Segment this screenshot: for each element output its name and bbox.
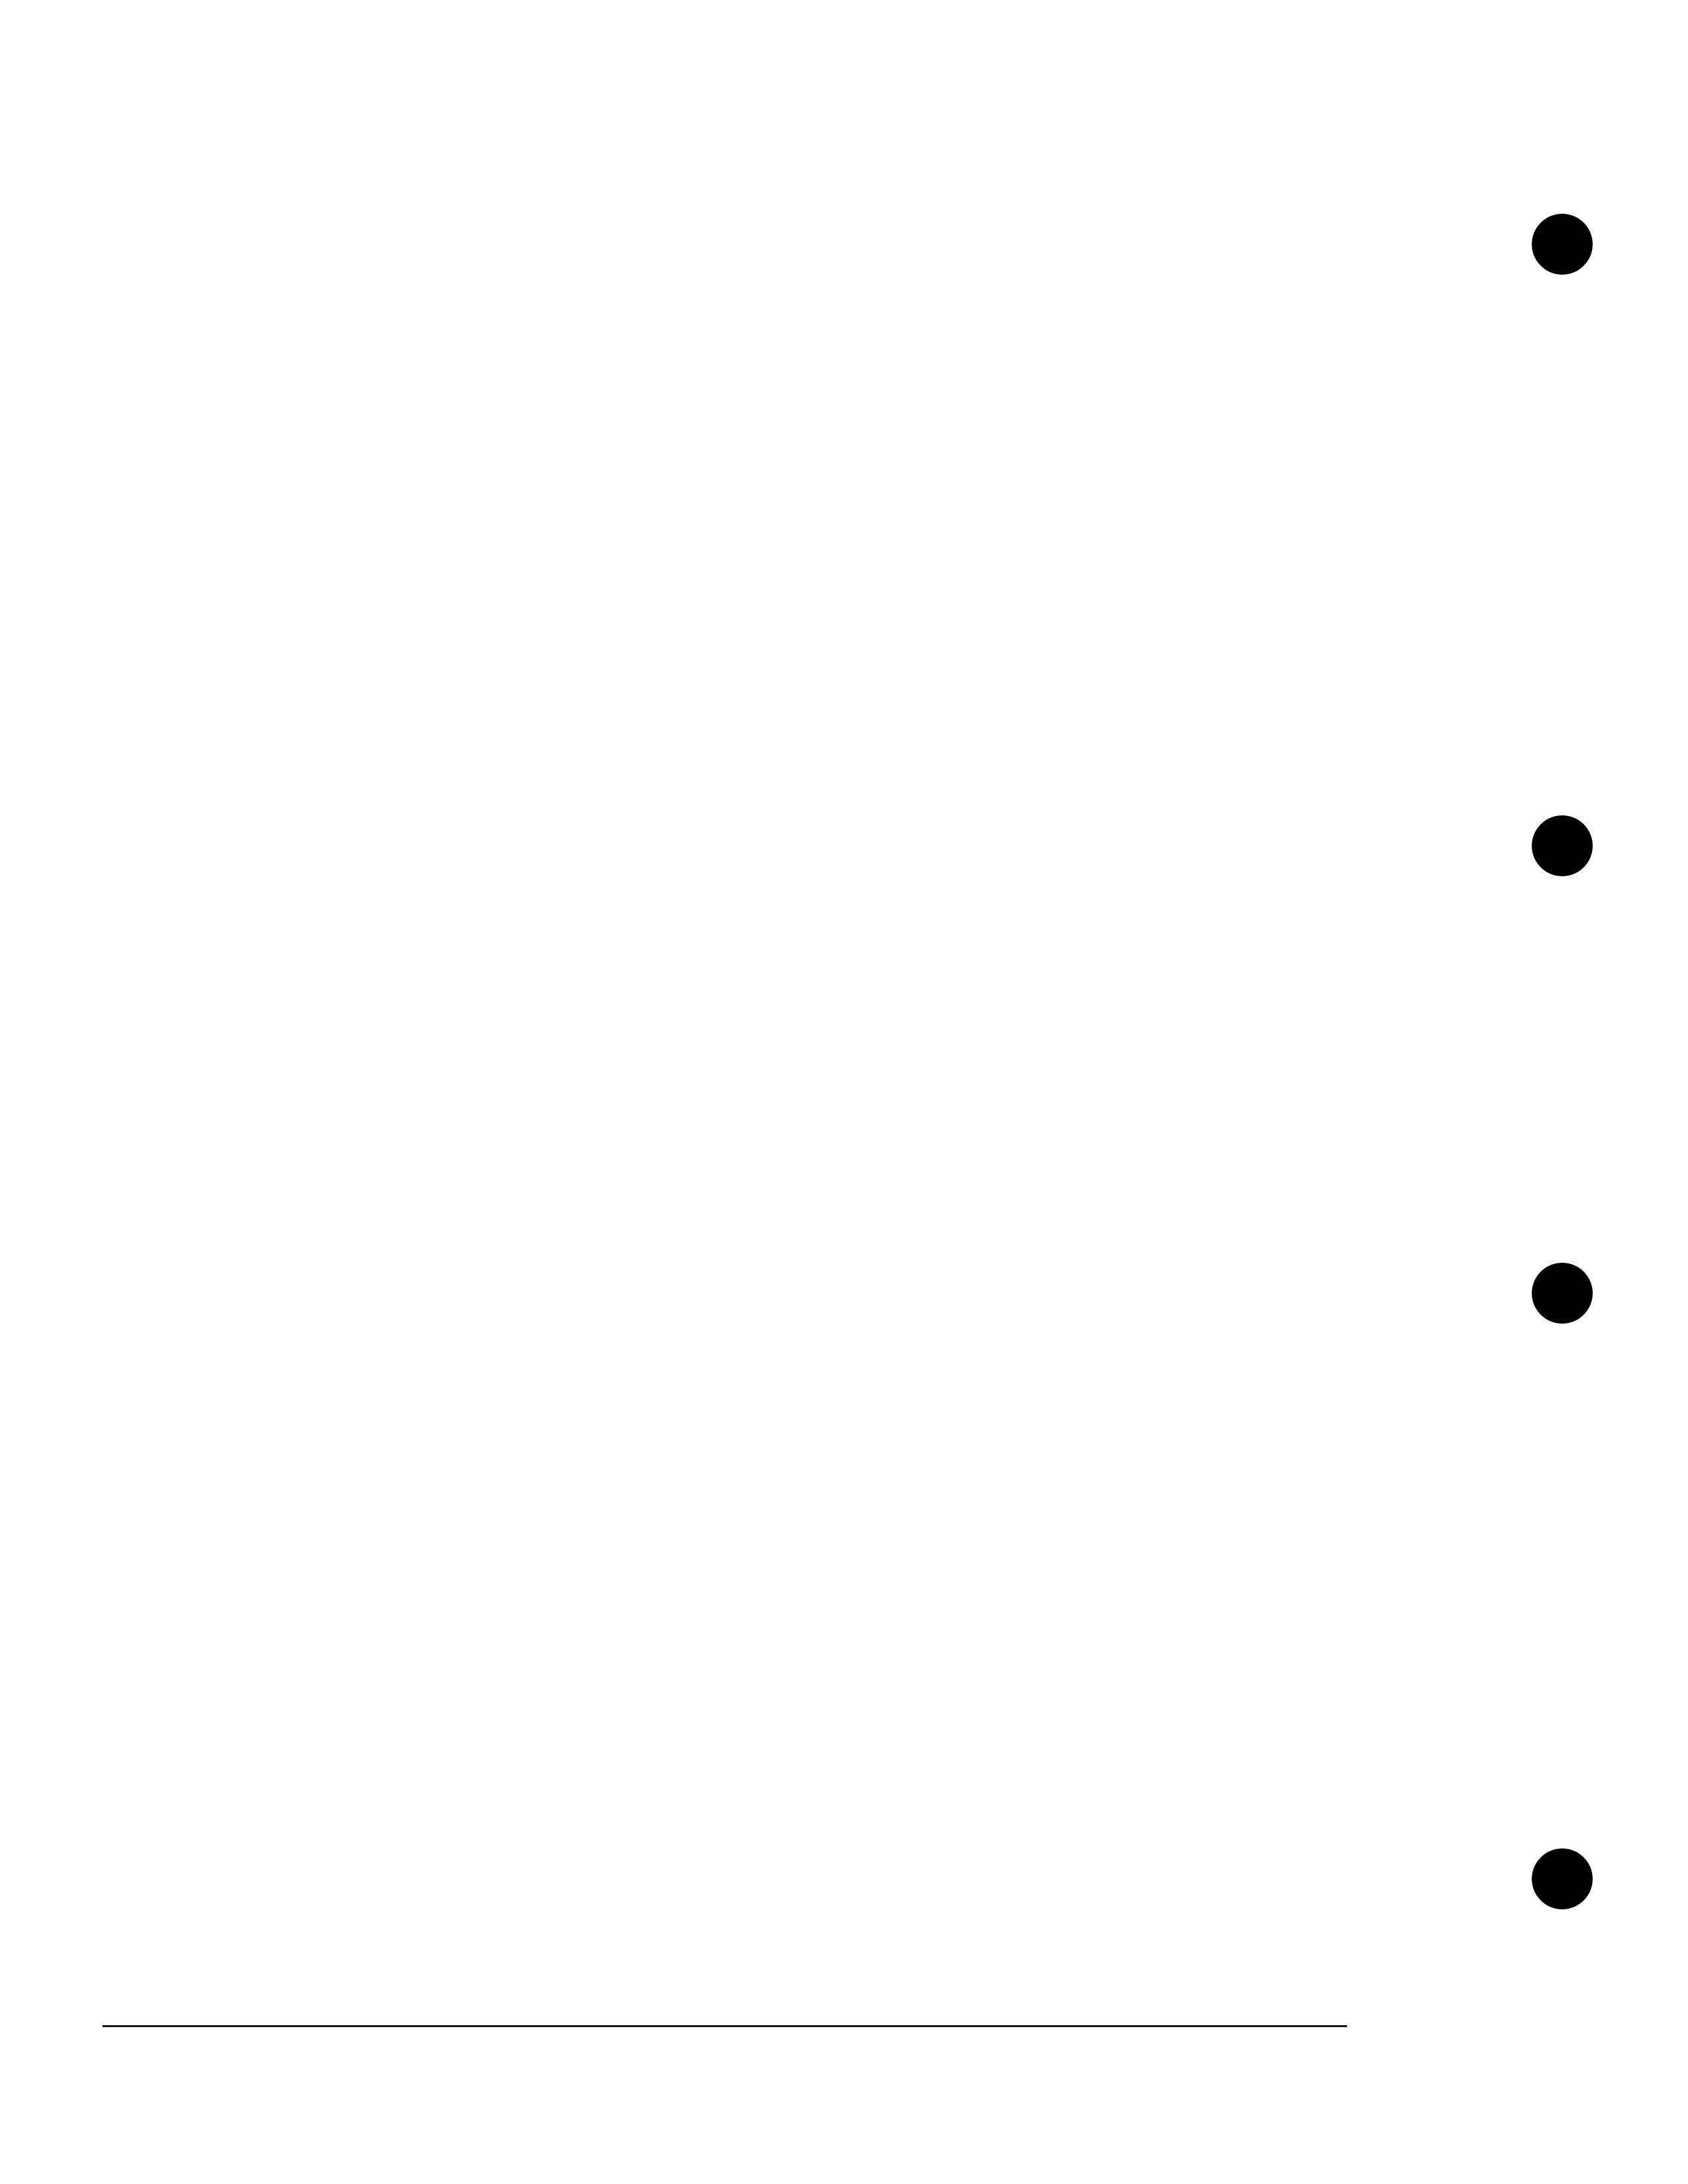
binder-hole-2 [1532,815,1593,876]
footer-rule [103,2025,1347,2027]
binder-hole-4 [1532,1848,1593,1909]
binder-hole-3 [1532,1263,1593,1324]
binder-hole-1 [1532,214,1593,275]
